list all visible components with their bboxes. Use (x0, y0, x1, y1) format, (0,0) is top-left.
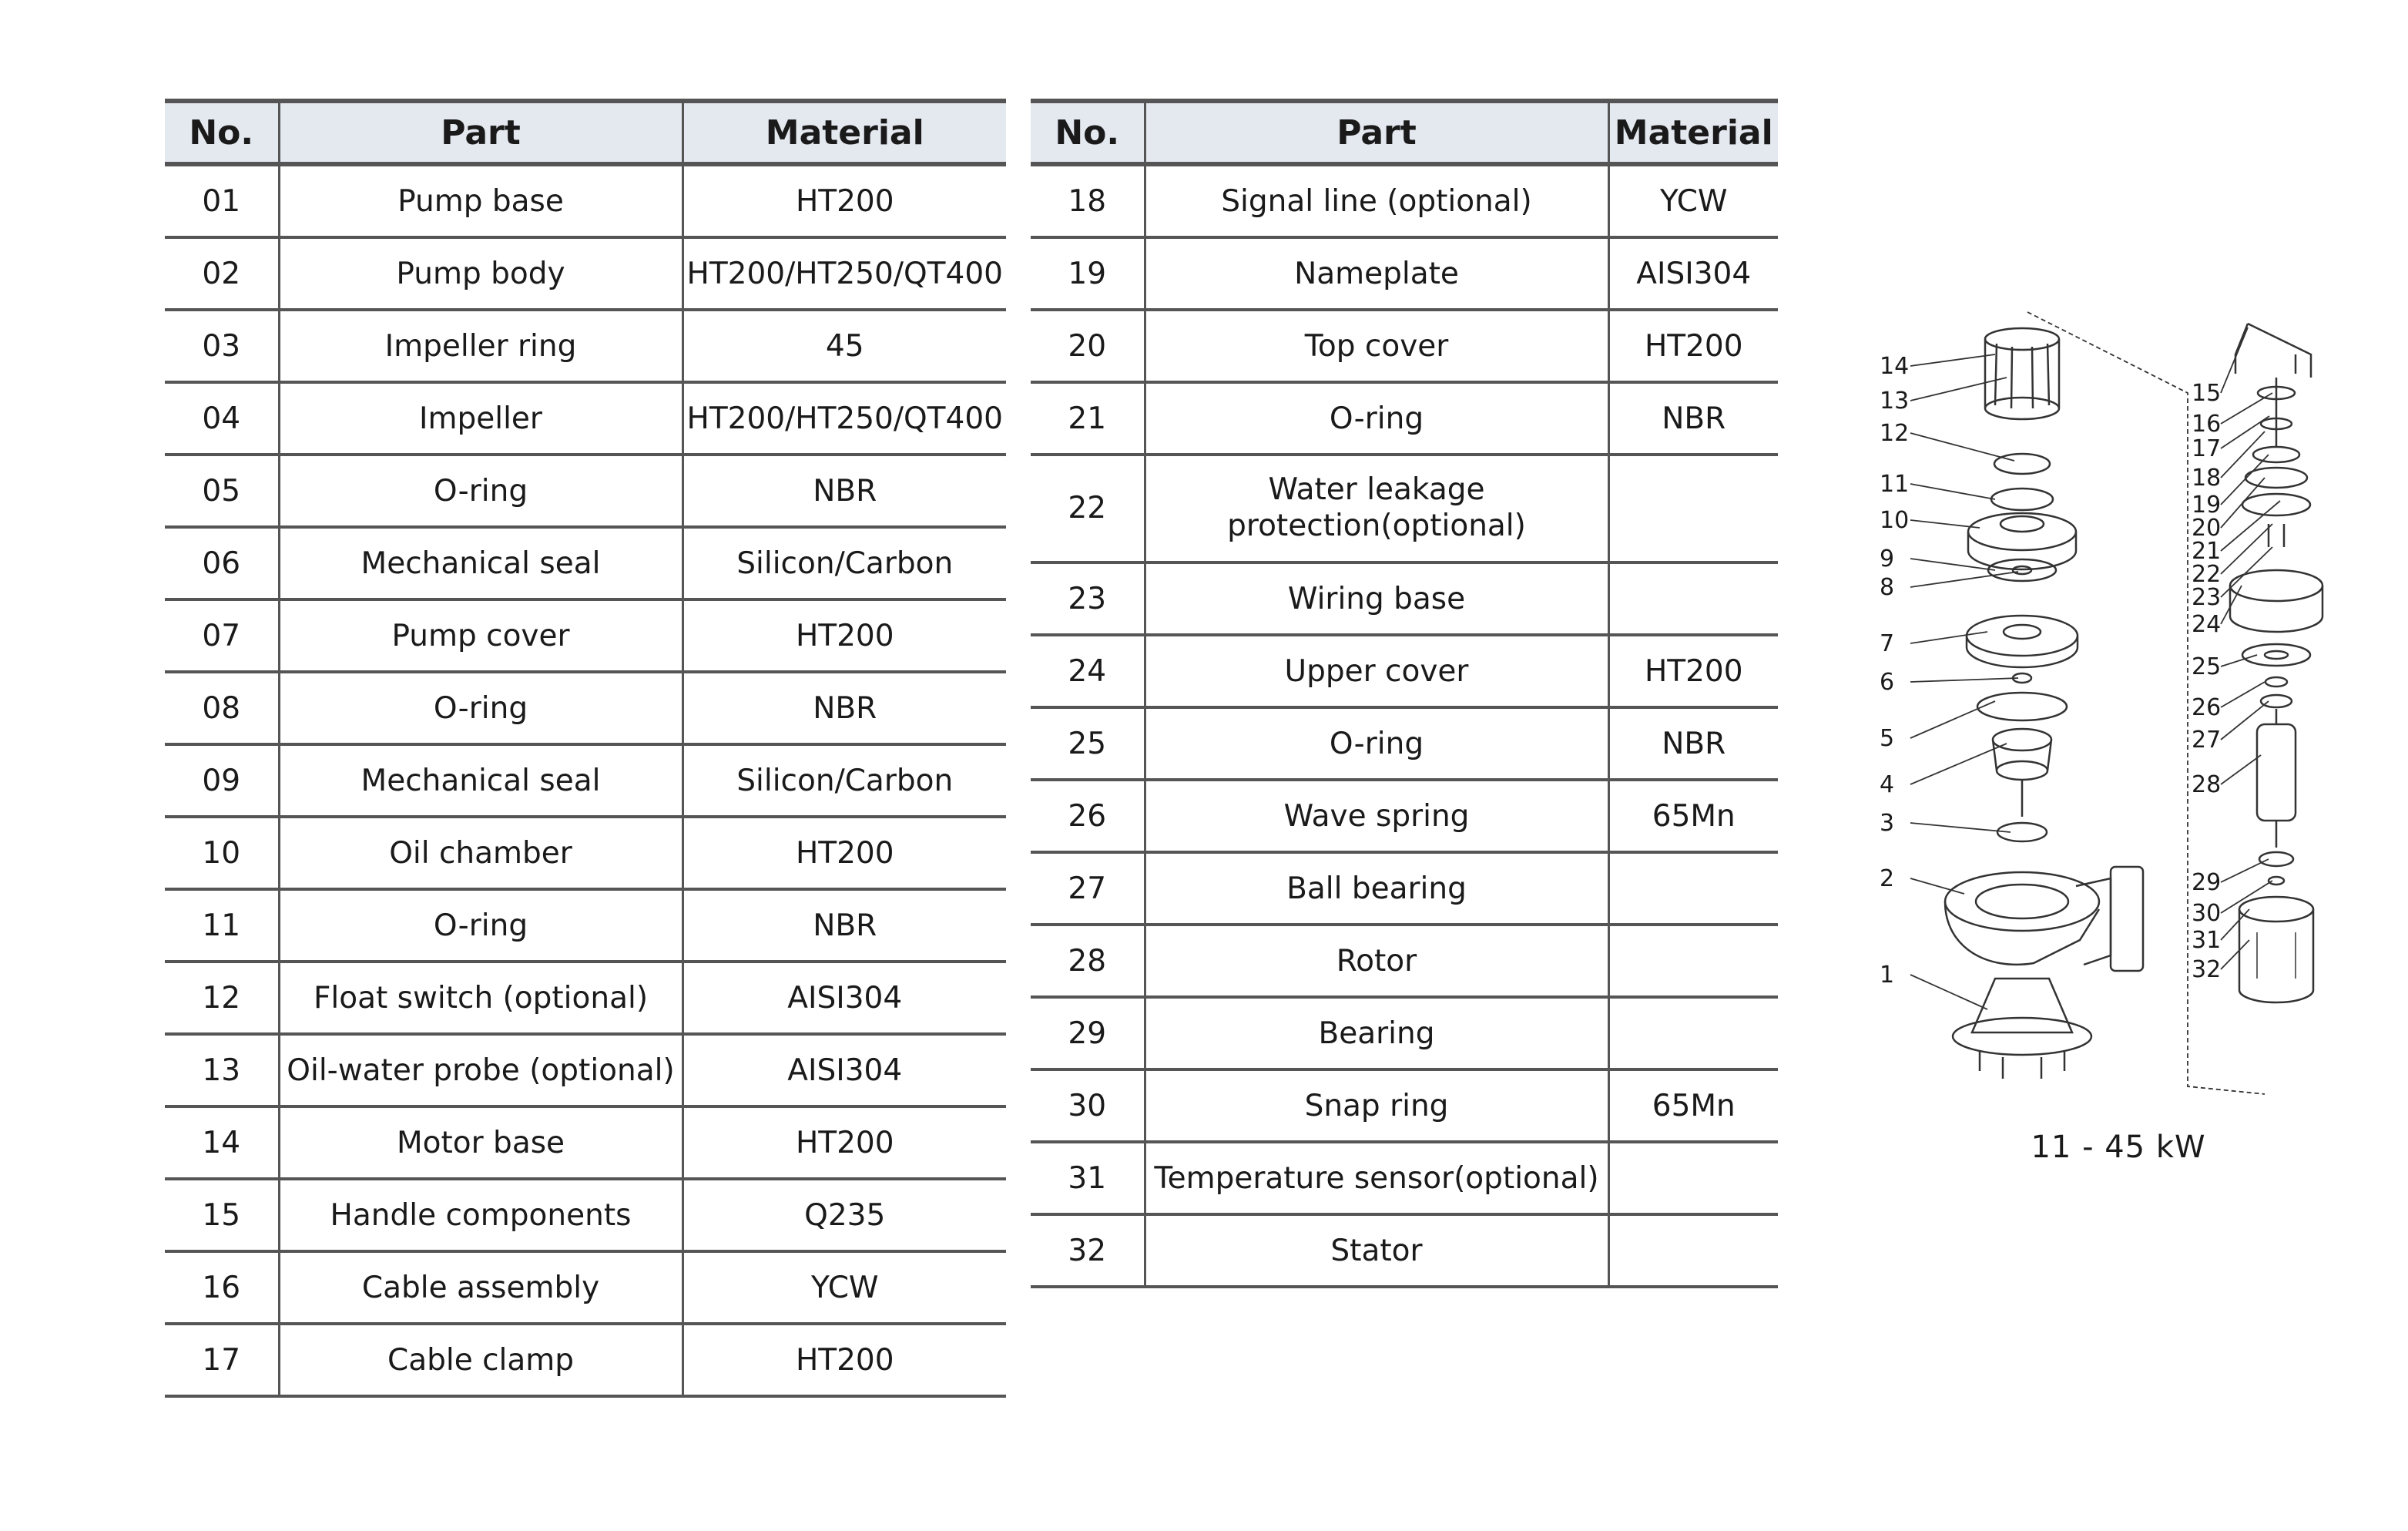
row-part: Mechanical seal (279, 527, 682, 599)
row-part: Rotor (1145, 925, 1608, 997)
callout-number: 24 (2192, 611, 2222, 638)
row-part: Ball bearing (1145, 852, 1608, 925)
callout-number: 25 (2192, 653, 2222, 680)
callout-leader-line (2221, 416, 2269, 448)
callout-number: 21 (2192, 538, 2222, 565)
row-material: Silicon/Carbon (682, 744, 1006, 817)
row-part: Float switch (optional) (279, 962, 682, 1034)
row-no: 04 (165, 382, 279, 455)
table-row (165, 744, 1006, 817)
callout-leader-line (2221, 909, 2249, 940)
row-no: 12 (165, 962, 279, 1034)
table-row (165, 672, 1006, 744)
row-material: YCW (1608, 164, 1778, 237)
callout-number: 23 (2192, 584, 2222, 611)
row-material: HT200 (682, 1106, 1006, 1179)
row-part: Wave spring (1145, 780, 1608, 852)
table-header-row (1031, 101, 1778, 164)
table-row (165, 164, 1006, 237)
callout-number: 2 (1880, 865, 1895, 892)
table-row (165, 599, 1006, 672)
row-no: 27 (1031, 852, 1145, 925)
callout-number: 26 (2192, 694, 2222, 721)
row-material: 65Mn (1608, 780, 1778, 852)
callout-leader-line (1910, 520, 1980, 528)
callout-number: 28 (2192, 771, 2222, 798)
row-material: NBR (682, 672, 1006, 744)
row-part: Snap ring (1145, 1069, 1608, 1142)
table-row (1031, 1142, 1778, 1214)
row-material: NBR (1608, 707, 1778, 780)
row-material: Silicon/Carbon (682, 527, 1006, 599)
table-row (165, 1324, 1006, 1396)
callout-number: 15 (2192, 380, 2222, 407)
table-row (165, 889, 1006, 962)
row-part: Oil chamber (279, 817, 682, 889)
row-material: HT200/HT250/QT400 (682, 382, 1006, 455)
row-no: 13 (165, 1034, 279, 1106)
callout-number: 8 (1880, 574, 1895, 601)
table-row (165, 1251, 1006, 1324)
callout-number: 13 (1880, 388, 1910, 415)
callout-number: 16 (2192, 411, 2222, 438)
row-part: Oil-water probe (optional) (279, 1034, 682, 1106)
row-part: O-ring (1145, 382, 1608, 455)
row-part: Temperature sensor(optional) (1145, 1142, 1608, 1214)
row-part: Impeller ring (279, 310, 682, 382)
row-material (1608, 1142, 1778, 1214)
callout-leader-line (1910, 744, 2007, 784)
row-no: 07 (165, 599, 279, 672)
table-row (1031, 852, 1778, 925)
column-header-material: Material (682, 101, 1006, 164)
row-material: AISI304 (682, 1034, 1006, 1106)
row-part: Handle components (279, 1179, 682, 1251)
row-part: O-ring (279, 889, 682, 962)
callout-number: 11 (1880, 471, 1910, 498)
row-no: 30 (1031, 1069, 1145, 1142)
row-no: 20 (1031, 310, 1145, 382)
row-no: 15 (165, 1179, 279, 1251)
row-material: HT200 (682, 599, 1006, 672)
callout-number: 6 (1880, 669, 1895, 696)
column-header-part: Part (1145, 101, 1608, 164)
row-material: HT200/HT250/QT400 (682, 237, 1006, 310)
callout-number: 1 (1880, 962, 1895, 989)
row-part-line-2: protection(optional) (1227, 509, 1526, 543)
row-no: 02 (165, 237, 279, 310)
table-row (1031, 237, 1778, 310)
row-material: NBR (1608, 382, 1778, 455)
row-no: 09 (165, 744, 279, 817)
row-no: 19 (1031, 237, 1145, 310)
parts-table-left (165, 99, 1006, 1398)
row-no: 26 (1031, 780, 1145, 852)
exploded-view-drawing (1880, 293, 2357, 1125)
row-part: Stator (1145, 1214, 1608, 1287)
row-material: NBR (682, 889, 1006, 962)
table-row (165, 1106, 1006, 1179)
row-part: Cable clamp (279, 1324, 682, 1396)
row-no: 23 (1031, 562, 1145, 635)
callout-number: 5 (1880, 725, 1895, 752)
row-part (1145, 455, 1608, 562)
row-material: HT200 (682, 817, 1006, 889)
table-header-row (165, 101, 1006, 164)
table-row (1031, 382, 1778, 455)
row-material: HT200 (682, 164, 1006, 237)
callout-leader-line (2221, 859, 2269, 882)
callout-number: 12 (1880, 420, 1910, 447)
row-material (1608, 1214, 1778, 1287)
callout-number: 31 (2192, 927, 2222, 954)
callout-leader-line (2221, 682, 2265, 707)
row-no: 11 (165, 889, 279, 962)
row-material: HT200 (1608, 310, 1778, 382)
callout-number: 19 (2192, 492, 2222, 519)
row-part: O-ring (279, 672, 682, 744)
row-material: 65Mn (1608, 1069, 1778, 1142)
table-row (165, 1179, 1006, 1251)
row-part: Wiring base (1145, 562, 1608, 635)
row-no: 25 (1031, 707, 1145, 780)
table-row (1031, 164, 1778, 237)
row-part: Pump base (279, 164, 682, 237)
row-no: 32 (1031, 1214, 1145, 1287)
callout-number: 4 (1880, 771, 1895, 798)
callout-leader-line (1910, 975, 1987, 1009)
row-no: 18 (1031, 164, 1145, 237)
callout-leader-line (2221, 755, 2261, 784)
row-part: O-ring (1145, 707, 1608, 780)
row-no: 08 (165, 672, 279, 744)
exploded-view-diagram (1880, 293, 2357, 1165)
row-no: 14 (165, 1106, 279, 1179)
row-material: NBR (682, 455, 1006, 527)
callout-leader-line (2221, 547, 2272, 597)
callout-number: 3 (1880, 810, 1895, 837)
row-part: Bearing (1145, 997, 1608, 1069)
table-row (165, 1034, 1006, 1106)
row-part: Impeller (279, 382, 682, 455)
callout-leader-line (1910, 701, 1995, 738)
row-part: Pump body (279, 237, 682, 310)
table-row (1031, 455, 1778, 562)
row-no: 10 (165, 817, 279, 889)
row-material: AISI304 (682, 962, 1006, 1034)
row-part: Motor base (279, 1106, 682, 1179)
callout-number: 30 (2192, 900, 2222, 927)
row-material: 45 (682, 310, 1006, 382)
callout-number: 22 (2192, 561, 2222, 588)
row-no: 05 (165, 455, 279, 527)
row-material (1608, 997, 1778, 1069)
row-no: 03 (165, 310, 279, 382)
callout-number: 20 (2192, 515, 2222, 542)
table-row (1031, 997, 1778, 1069)
table-row (1031, 707, 1778, 780)
row-material (1608, 925, 1778, 997)
column-header-no: No. (1031, 101, 1145, 164)
callout-leader-line (2221, 701, 2269, 740)
table-row (1031, 1214, 1778, 1287)
table-row (1031, 635, 1778, 707)
table-row (165, 455, 1006, 527)
callout-leader-line (1910, 354, 1995, 366)
callout-leader-line (2221, 524, 2272, 574)
row-no: 22 (1031, 455, 1145, 562)
table-row (1031, 310, 1778, 382)
table-row (165, 237, 1006, 310)
callout-leader-line (1910, 632, 1987, 643)
callout-number: 10 (1880, 507, 1910, 534)
row-no: 06 (165, 527, 279, 599)
row-no: 17 (165, 1324, 279, 1396)
table-row (1031, 1069, 1778, 1142)
callout-number: 27 (2192, 727, 2222, 754)
callout-leader-line (1910, 433, 2014, 461)
callout-leader-line (2221, 327, 2248, 393)
callout-number: 17 (2192, 435, 2222, 462)
row-part: Pump cover (279, 599, 682, 672)
table-row (1031, 780, 1778, 852)
table-row (165, 527, 1006, 599)
table-row (1031, 562, 1778, 635)
row-no: 01 (165, 164, 279, 237)
row-no: 24 (1031, 635, 1145, 707)
row-no: 31 (1031, 1142, 1145, 1214)
column-header-material: Material (1608, 101, 1778, 164)
row-no: 16 (165, 1251, 279, 1324)
row-no: 21 (1031, 382, 1145, 455)
row-part: Top cover (1145, 310, 1608, 382)
callout-leader-line (1910, 484, 1995, 499)
diagram-caption: 11 - 45 kW (2031, 1130, 2206, 1165)
row-no: 28 (1031, 925, 1145, 997)
row-material: HT200 (1608, 635, 1778, 707)
table-row (165, 382, 1006, 455)
row-material (1608, 852, 1778, 925)
callout-leader-line (2221, 940, 2249, 969)
row-material: HT200 (682, 1324, 1006, 1396)
table-row (165, 817, 1006, 889)
callout-leader-line (1910, 378, 2007, 401)
callout-number: 7 (1880, 630, 1895, 657)
row-part-line-1: Water leakage (1268, 472, 1485, 508)
callout-number: 9 (1880, 546, 1895, 572)
callout-leader-line (2221, 431, 2265, 478)
row-material (1608, 455, 1778, 562)
row-part: Nameplate (1145, 237, 1608, 310)
row-part: Upper cover (1145, 635, 1608, 707)
callout-leader-line (1910, 823, 2011, 832)
table-row (165, 310, 1006, 382)
table-row (165, 962, 1006, 1034)
callout-number: 14 (1880, 353, 1910, 380)
row-material: Q235 (682, 1179, 1006, 1251)
table-row (1031, 925, 1778, 997)
callout-leader-line (2221, 655, 2257, 666)
row-material (1608, 562, 1778, 635)
row-part: Mechanical seal (279, 744, 682, 817)
callout-number: 29 (2192, 869, 2222, 896)
callout-number: 32 (2192, 956, 2222, 983)
column-header-no: No. (165, 101, 279, 164)
parts-table-right (1031, 99, 1778, 1288)
row-part: Signal line (optional) (1145, 164, 1608, 237)
row-material: YCW (682, 1251, 1006, 1324)
callout-number: 18 (2192, 465, 2222, 492)
row-material: AISI304 (1608, 237, 1778, 310)
row-no: 29 (1031, 997, 1145, 1069)
column-header-part: Part (279, 101, 682, 164)
callout-leader-line (2221, 455, 2269, 505)
callout-leader-line (1910, 678, 2018, 682)
row-part: O-ring (279, 455, 682, 527)
row-part: Cable assembly (279, 1251, 682, 1324)
